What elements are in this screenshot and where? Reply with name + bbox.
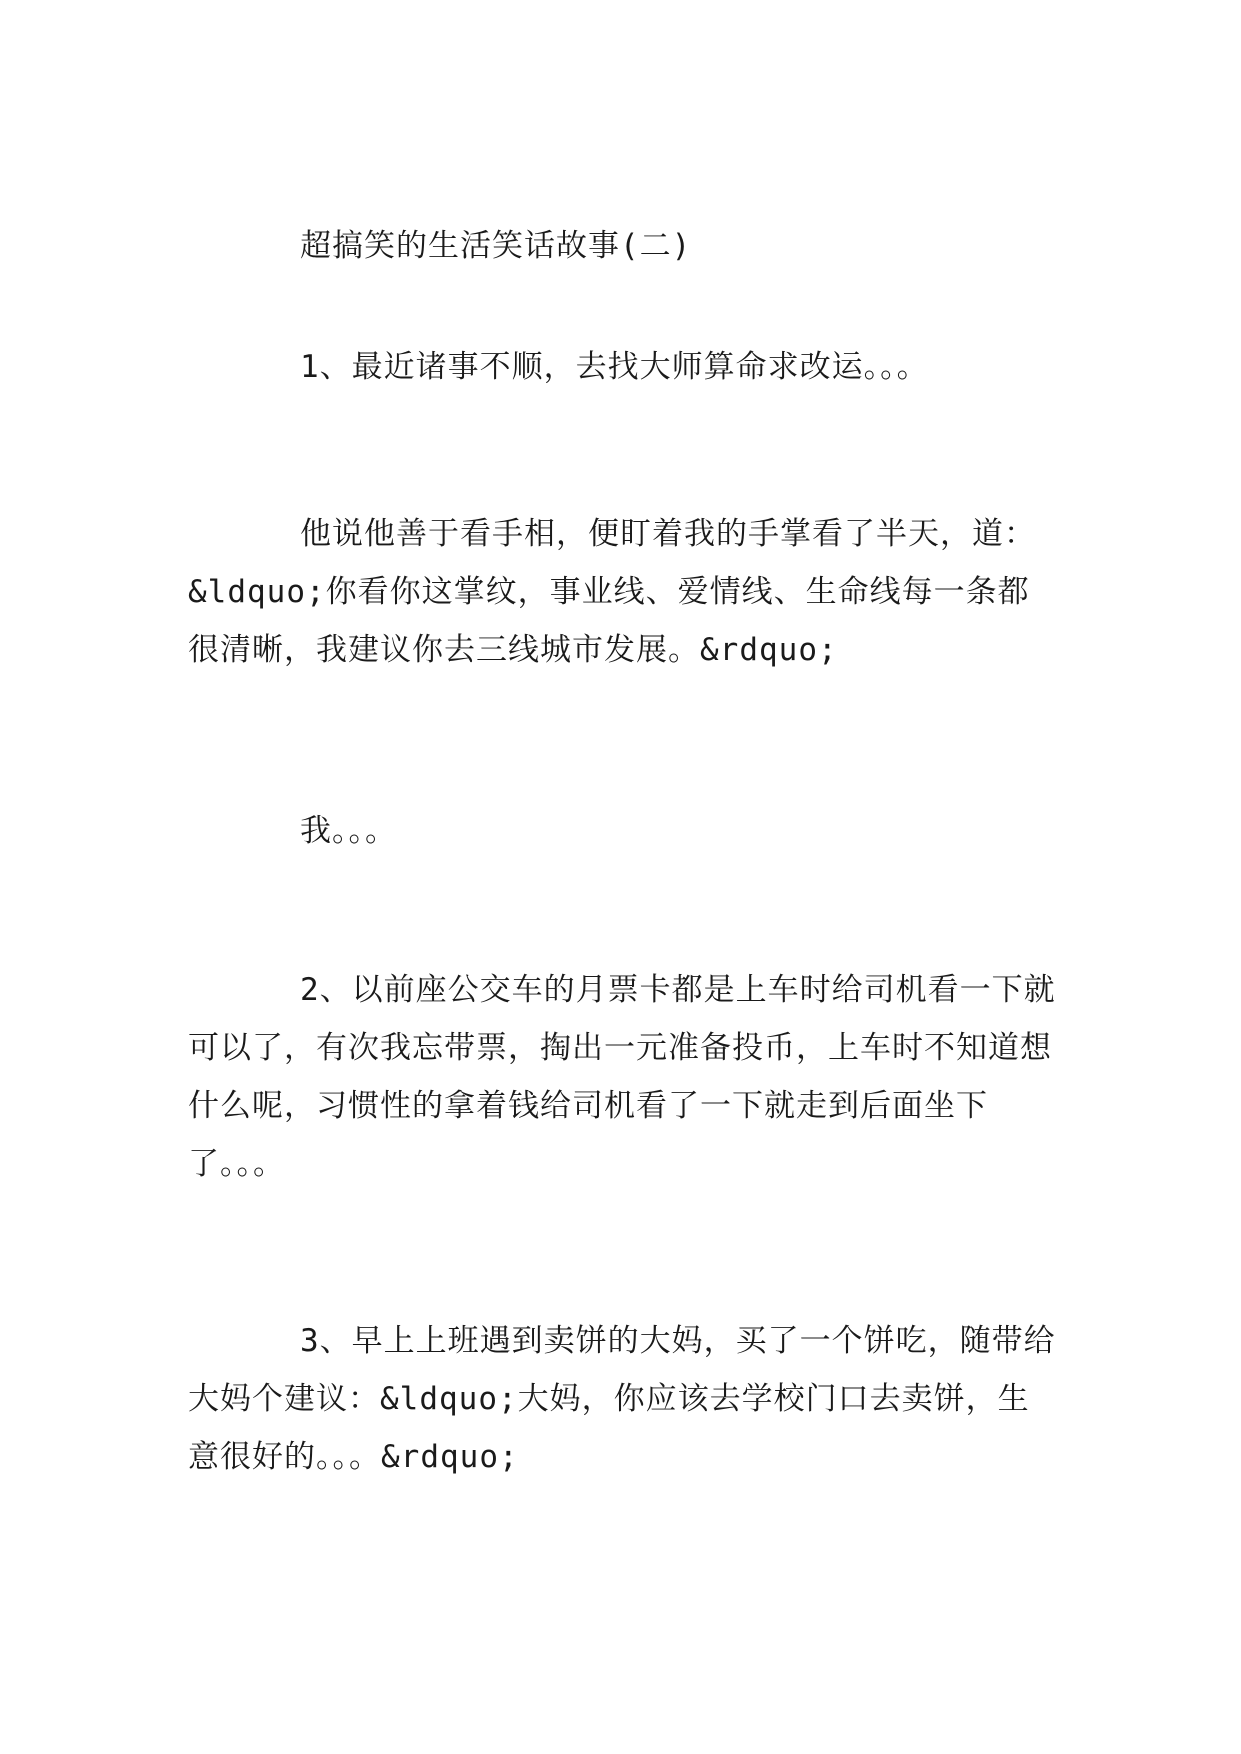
paragraph-joke-3: 3、早上上班遇到卖饼的大妈，买了一个饼吃，随带给大妈个建议：&ldquo;大妈，你应该去学校门口去卖饼，生意很好的。。。&rdquo; — [188, 1323, 1056, 1475]
document-title: 超搞笑的生活笑话故事(二) — [300, 228, 692, 264]
paragraph-joke-1: 1、最近诸事不顺，去找大师算命求改运。。。 — [300, 349, 929, 385]
paragraph-joke-1-ending: 我。。。 — [300, 813, 397, 849]
paragraph-joke-2: 2、以前座公交车的月票卡都是上车时给司机看一下就可以了，有次我忘带票，掏出一元准备投币，上车时不知道想什么呢，习惯性的拿着钱给司机看了一下就走到后面坐下了。。。 — [188, 972, 1056, 1182]
paragraph-joke-1-body: 他说他善于看手相，便盯着我的手掌看了半天，道：&ldquo;你看你这掌纹，事业线、爱情线、生命线每一条都很清晰，我建议你去三线城市发展。&rdquo; — [188, 516, 1036, 668]
